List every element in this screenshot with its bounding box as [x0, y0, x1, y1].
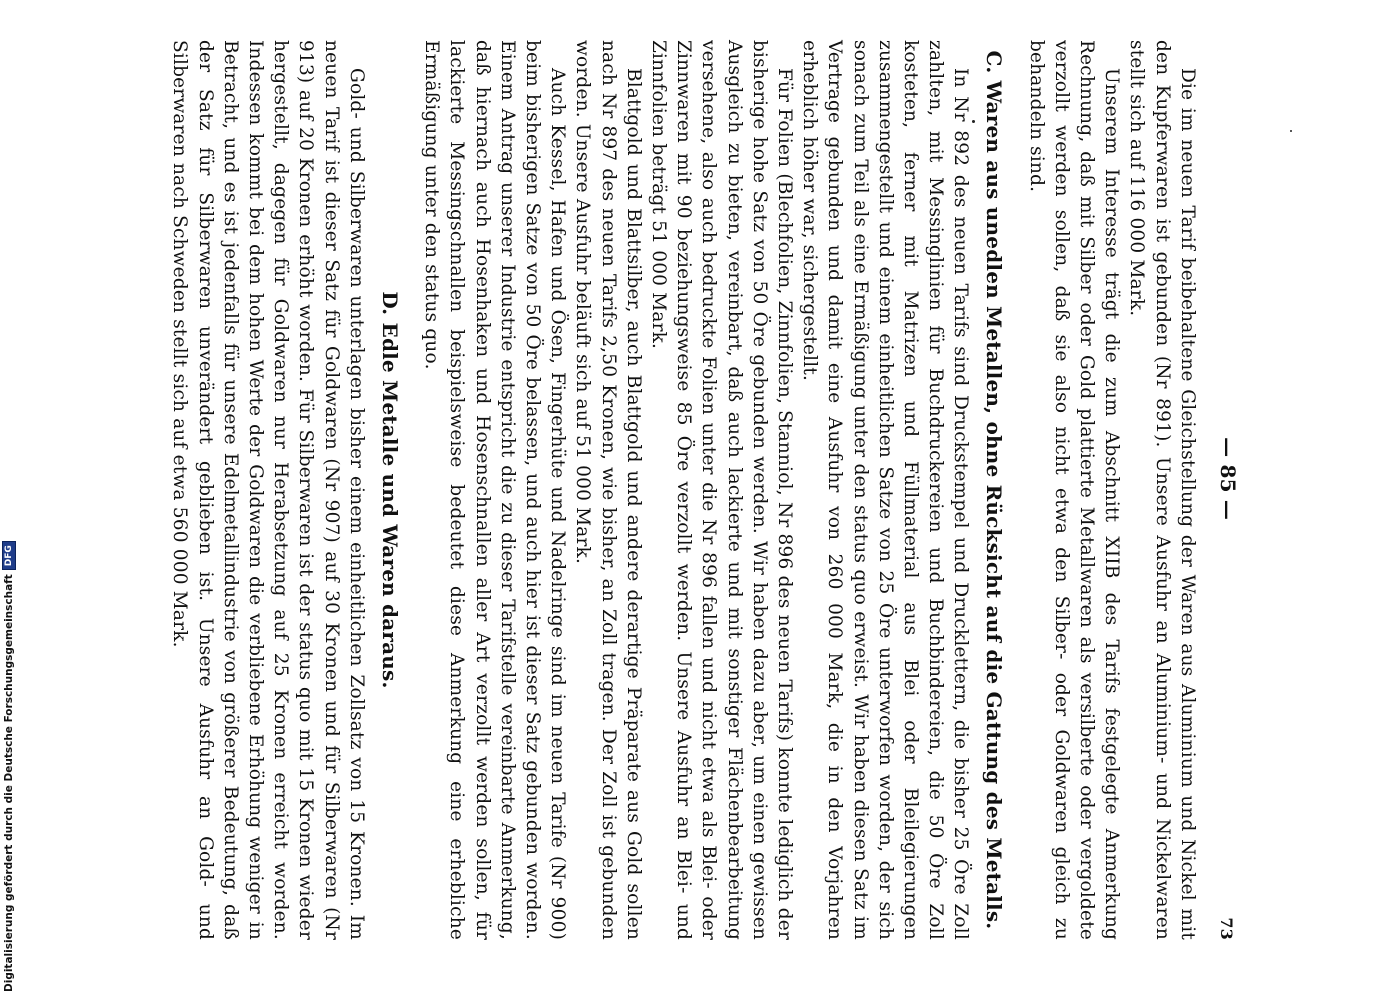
side-number: 73 — [1217, 917, 1236, 940]
section-d-heading: D. Edle Metalle und Waren daraus. — [377, 291, 402, 689]
paragraph: Unserem Interesse trägt die zum Abschnitt XIIB des Tarifs festgelegte Anmerkung Rechnung, daß mit Silber oder Gold plattierte Metallwaren als versilberte oder vergoldete verzollt werden sollen, daß sie also nicht etwa den Silber- oder Goldwaren gleich zu behandeln sind. — [1025, 40, 1123, 940]
scan-speck — [972, 120, 975, 123]
paragraph: Die im neuen Tarif beibehaltene Gleichstellung der Waren aus Aluminium und Nickel mit den Kupferwaren ist gebunden (Nr 891). Unsere Ausfuhr an Aluminium- und Nickelwaren stellt sich auf 116 000 Mark. — [1126, 40, 1198, 940]
page-number: — 85 — — [1216, 437, 1240, 521]
paragraph: Auch Kessel, Hafen und Ösen, Fingerhüte und Nadelringe sind im neuen Tarife (Nr 900) beim bisherigen Satze von 50 Öre belassen, und auch hier ist dieser Satz gebunden worden. Einem Antrag unserer Industrie entspricht die zu dieser Tarifstelle vereinbarte Anmerkung, daß hiernach auch Hosenhaken und Hosenschnallen aller Art verzollt werden sollen, für lackierte Messingschnallen beispielsweise bedeutet diese Anmerkung eine erhebliche Ermäßigung unter den status quo. — [421, 40, 569, 940]
page-header — [1214, 40, 1240, 940]
paragraph: Für Folien (Blechfolien, Zinnfolien, Stanniol, Nr 896 des neuen Tarifs) konnte lediglich der bisherige hohe Satz von 50 Öre gebunden werden. Wir haben dazu aber, um einen gewissen Ausgleich zu bieten, vereinbart, daß auch lackierte und mit sonstiger Flächenbearbeitung versehene, also auch bedruckte Folien unter die Nr 896 fallen und nicht etwa als Blei- oder Zinnwaren mit 90 beziehungsweise 85 Öre verzollt werden. Unsere Ausfuhr an Blei- und Zinnfolien beträgt 51 000 Mark. — [647, 40, 795, 940]
paragraph: Blattgold und Blattsilber, auch Blattgold und andere derartige Präparate aus Gold sollen nach Nr 897 des neuen Tarifs 2,50 Kronen, wie bisher, an Zoll tragen. Der Zoll ist gebunden worden. Unsere Ausfuhr beläuft sich auf 51 000 Mark. — [572, 40, 644, 940]
scan-speck — [1290, 130, 1292, 132]
credit-text: Digitalisierung gefördert durch die Deutsche Forschungsgemeinschaft — [3, 574, 15, 992]
section-c-heading: C. Waren aus unedlen Metallen, ohne Rücksicht auf die Gattung des Metalls. — [982, 50, 1007, 930]
dfg-logo-icon: DFG — [2, 541, 16, 570]
digitization-credit — [0, 0, 22, 1000]
paragraph: Gold- und Silberwaren unterlagen bisher einem einheitlichen Zollsatz von 15 Kronen. Im neuen Tarif ist dieser Satz für Goldwaren (Nr 907) auf 30 Kronen und für Silberwaren (Nr 913) auf 20 Kronen erhöht worden. Für Silberwaren ist der status quo mit 15 Kronen wieder hergestellt, dagegen für Goldwaren nur Herabsetzung auf 25 Kronen erreicht worden. Indessen kommt bei dem hohen Werte der Goldwaren die verbliebene Erhöhung weniger in Betracht, und es ist jedenfalls für unsere Edelmetallindustrie von größerer Bedeutung, daß der Satz für Silberwaren unverändert geblieben ist. Unsere Ausfuhr an Gold- und Silberwaren nach Schweden stellt sich auf etwa 560 000 Mark. — [169, 40, 367, 940]
rotated-text-block — [160, 40, 1240, 940]
paragraph: In Nr 892 des neuen Tarifs sind Druckstempel und Drucklettern, die bisher 25 Öre Zoll zahlten, mit Messinglinien für Buchdruckereien und Buchbindereien, die 50 Öre Zoll kosteten, ferner mit Matrizen und Füllmaterial aus Blei oder Bleilegierungen zusammengestellt und einem einheitlichen Satze von 25 Öre unterworfen worden, der sich sonach zum Teil als eine Ermäßigung unter den status quo erweist. Wir haben diesen Satz im Vertrage gebunden und damit eine Ausfuhr von 260 000 Mark, die in den Vorjahren erheblich höher war, sichergestellt. — [799, 40, 972, 940]
